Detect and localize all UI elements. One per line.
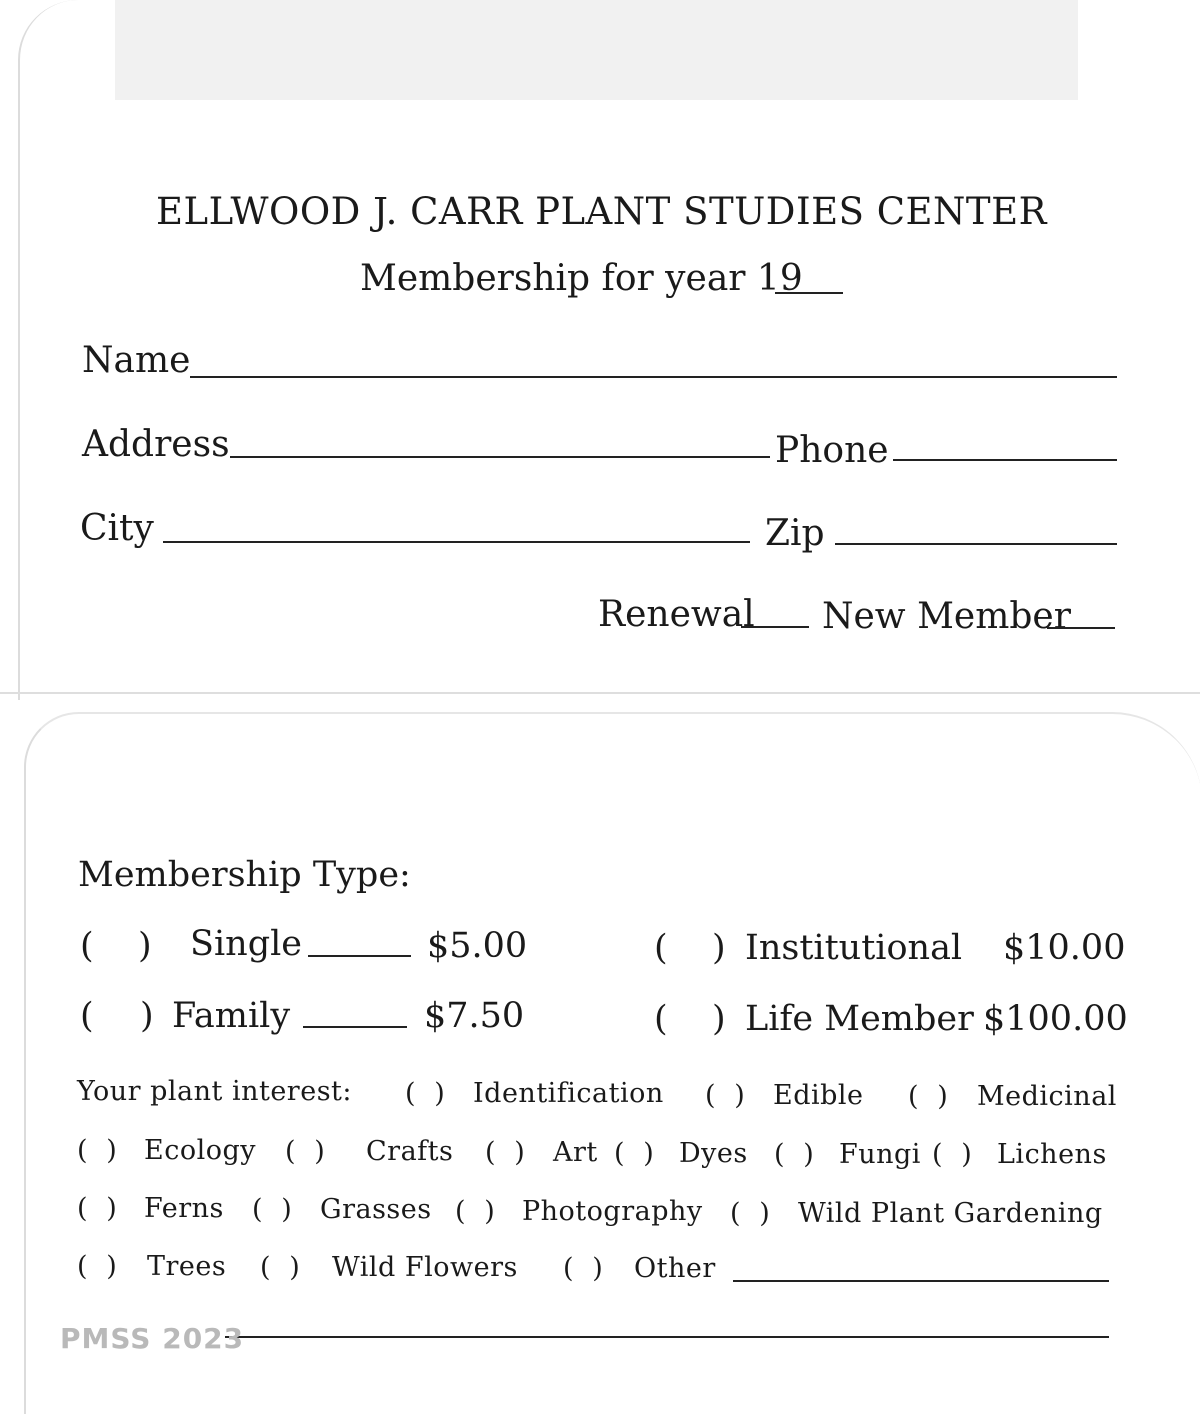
form-title: ELLWOOD J. CARR PLANT STUDIES CENTER — [156, 190, 1047, 233]
plant-interest-label: Your plant interest: — [77, 1076, 352, 1107]
membership-type-heading: Membership Type: — [78, 855, 411, 895]
life-member-price: $100.00 — [983, 999, 1128, 1039]
family-label: Family — [172, 996, 291, 1036]
life-member-label: Life Member — [745, 999, 974, 1039]
checkbox-grasses[interactable]: ( ) — [252, 1194, 293, 1225]
watermark: PMSS 2023 — [60, 1322, 245, 1355]
interest-identification: Identification — [473, 1078, 664, 1109]
address-label: Address — [82, 424, 230, 465]
name-field[interactable] — [190, 376, 1117, 378]
checkbox-ecology[interactable]: ( ) — [77, 1135, 118, 1166]
checkbox-ferns[interactable]: ( ) — [77, 1193, 118, 1224]
checkbox-wild-plant-gardening[interactable]: ( ) — [730, 1198, 771, 1229]
institutional-checkbox-open[interactable]: ( — [654, 928, 668, 968]
interest-grasses: Grasses — [320, 1194, 432, 1225]
other-field-continued[interactable] — [225, 1336, 1109, 1338]
interest-wild-flowers: Wild Flowers — [332, 1252, 518, 1283]
new-member-blank[interactable] — [1047, 627, 1115, 629]
checkbox-wild-flowers[interactable]: ( ) — [260, 1252, 301, 1283]
renewal-blank[interactable] — [741, 626, 809, 628]
checkbox-lichens[interactable]: ( ) — [932, 1139, 973, 1170]
checkbox-edible[interactable]: ( ) — [705, 1080, 746, 1111]
life-member-checkbox-close[interactable]: ) — [712, 999, 726, 1039]
fold-line — [0, 692, 1200, 694]
zip-label: Zip — [765, 513, 825, 554]
city-field[interactable] — [163, 541, 750, 543]
other-field[interactable] — [733, 1280, 1109, 1282]
renewal-label: Renewal — [598, 594, 755, 635]
phone-field[interactable] — [893, 459, 1117, 461]
interest-trees: Trees — [147, 1251, 227, 1282]
interest-wild-plant-gardening: Wild Plant Gardening — [798, 1198, 1103, 1229]
interest-crafts: Crafts — [366, 1136, 454, 1167]
life-member-checkbox-open[interactable]: ( — [654, 999, 668, 1039]
checkbox-fungi[interactable]: ( ) — [774, 1139, 815, 1170]
bottom-flap — [24, 712, 1200, 1414]
interest-ferns: Ferns — [144, 1193, 224, 1224]
interest-fungi: Fungi — [839, 1139, 921, 1170]
family-blank[interactable] — [303, 1026, 407, 1028]
checkbox-medicinal[interactable]: ( ) — [908, 1081, 949, 1112]
checkbox-identification[interactable]: ( ) — [405, 1078, 446, 1109]
checkbox-other[interactable]: ( ) — [563, 1253, 604, 1284]
single-price: $5.00 — [427, 926, 528, 966]
checkbox-dyes[interactable]: ( ) — [614, 1138, 655, 1169]
interest-medicinal: Medicinal — [977, 1081, 1117, 1112]
family-checkbox-close[interactable]: ) — [140, 996, 154, 1036]
membership-year-label: Membership for year 19 — [360, 258, 803, 299]
interest-ecology: Ecology — [144, 1135, 257, 1166]
year-blank[interactable] — [775, 292, 843, 294]
institutional-label: Institutional — [745, 928, 963, 968]
flap-shadow — [115, 0, 1078, 100]
interest-edible: Edible — [773, 1080, 864, 1111]
institutional-checkbox-close[interactable]: ) — [712, 928, 726, 968]
checkbox-trees[interactable]: ( ) — [77, 1251, 118, 1282]
single-checkbox-close[interactable]: ) — [138, 926, 152, 966]
interest-other: Other — [634, 1253, 716, 1284]
zip-field[interactable] — [835, 543, 1117, 545]
checkbox-photography[interactable]: ( ) — [455, 1196, 496, 1227]
interest-photography: Photography — [522, 1196, 703, 1227]
interest-dyes: Dyes — [679, 1138, 748, 1169]
new-member-label: New Member — [822, 596, 1071, 637]
interest-lichens: Lichens — [997, 1139, 1107, 1170]
name-label: Name — [82, 340, 191, 381]
single-label: Single — [190, 924, 303, 964]
family-checkbox-open[interactable]: ( — [80, 996, 94, 1036]
checkbox-crafts[interactable]: ( ) — [285, 1136, 326, 1167]
interest-art: Art — [553, 1137, 598, 1168]
address-field[interactable] — [230, 456, 770, 458]
checkbox-art[interactable]: ( ) — [485, 1137, 526, 1168]
family-price: $7.50 — [424, 996, 525, 1036]
single-blank[interactable] — [308, 955, 411, 957]
phone-label: Phone — [775, 430, 889, 471]
city-label: City — [80, 508, 154, 549]
single-checkbox-open[interactable]: ( — [80, 926, 94, 966]
institutional-price: $10.00 — [1003, 928, 1126, 968]
